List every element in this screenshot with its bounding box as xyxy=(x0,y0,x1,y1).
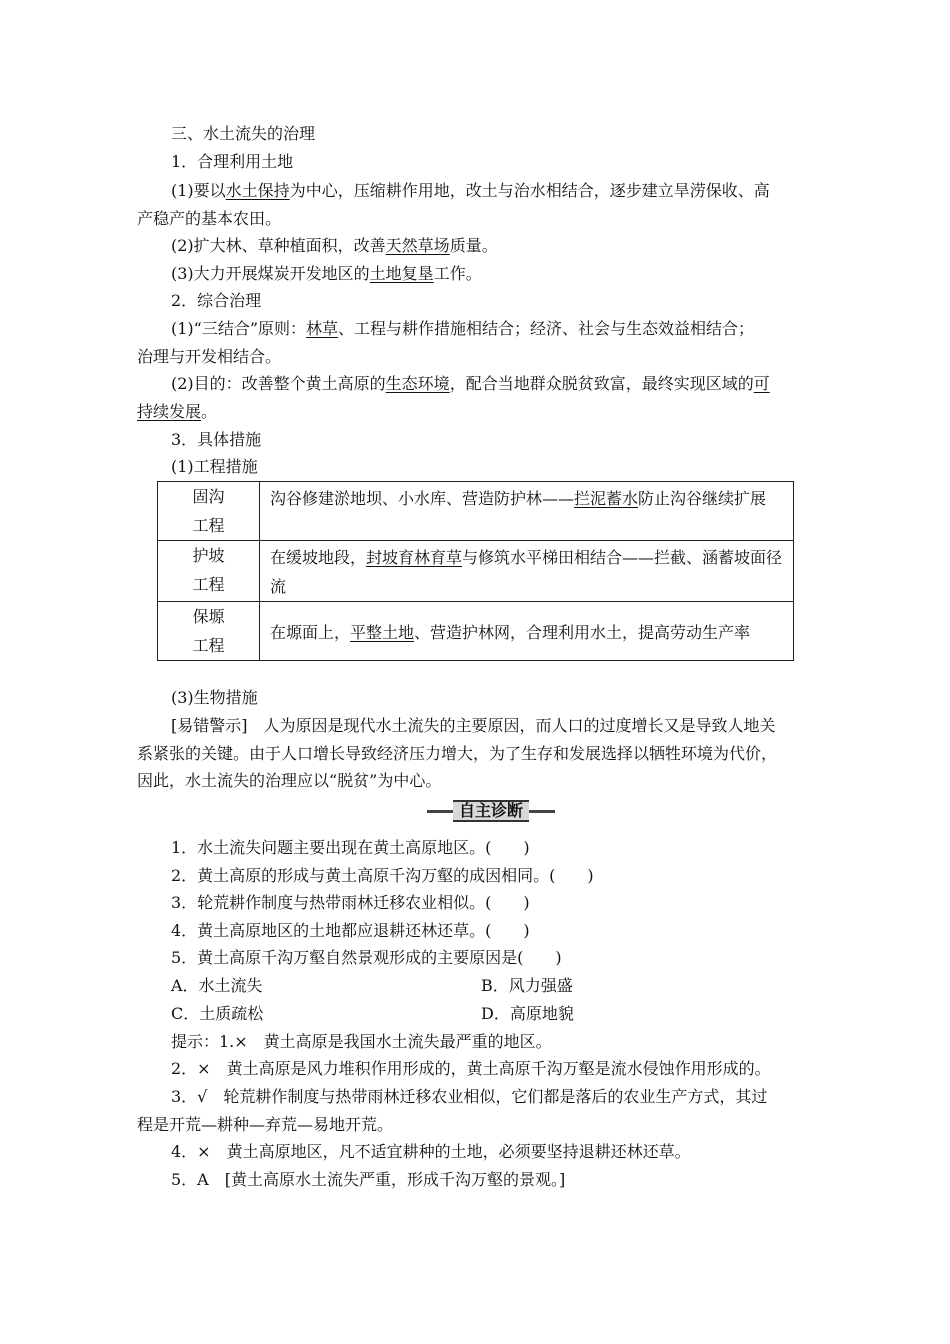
underlined-term: 林草 xyxy=(306,319,339,338)
paragraph-1-2: (2)扩大林、草种植面积，改善天然草场质量。 xyxy=(171,236,498,255)
underlined-term: 平整土地 xyxy=(350,622,415,642)
paragraph-1-1: (1)要以水土保持为中心，压缩耕作用地，改土与治水相结合，逐步建立旱涝保收、高 xyxy=(171,181,770,200)
row-header: 固沟 工程 xyxy=(158,482,260,541)
underlined-term: 持续发展 xyxy=(137,402,202,421)
paragraph-2-1: (1)“三结合”原则：林草、工程与耕作措施相结合；经济、社会与生态效益相结合； xyxy=(171,319,755,338)
underlined-term: 拦泥蓄水 xyxy=(574,489,639,508)
underlined-term: 水土保持 xyxy=(225,181,290,200)
option-d: D．高原地貌 xyxy=(481,1004,574,1023)
self-diagnosis-banner xyxy=(427,800,555,822)
row-header: 保塬 工程 xyxy=(158,602,260,661)
row-content: 在塬面上，平整土地、营造护林网，合理利用水土，提高劳动生产率 xyxy=(260,602,794,661)
option-a: A．水土流失 xyxy=(171,976,263,995)
question-1: 1．水土流失问题主要出现在黄土高原地区。( ) xyxy=(171,838,530,857)
table-row xyxy=(158,541,794,602)
answer-3: 3．√ 轮荒耕作制度与热带雨林迁移农业相似，它们都是落后的农业生产方式，其过 xyxy=(171,1087,768,1106)
subsection-title-2: 2．综合治理 xyxy=(171,291,262,310)
underlined-term: 生态环境 xyxy=(385,374,450,393)
measures-engineering-label: (1)工程措施 xyxy=(171,457,258,476)
row-header: 护坡 工程 xyxy=(158,541,260,602)
paragraph-2-2: (2)目的：改善整个黄土高原的生态环境，配合当地群众脱贫致富，最终实现区域的可 xyxy=(171,374,770,393)
subsection-title-3: 3．具体措施 xyxy=(171,430,262,449)
paragraph-1-1-cont: 产稳产的基本农田。 xyxy=(137,209,282,228)
table-row xyxy=(158,602,794,661)
underlined-term: 可 xyxy=(753,374,770,393)
question-2: 2．黄土高原的形成与黄土高原千沟万壑的成因相同。( ) xyxy=(171,866,594,885)
banner-left-bar xyxy=(427,810,453,813)
warning-line-1: [易错警示] 人为原因是现代水土流失的主要原因，而人口的过度增长又是导致人地关 xyxy=(171,716,776,735)
option-c: C．土质疏松 xyxy=(171,1004,264,1023)
answer-3-cont: 程是开荒—耕种—弃荒—易地开荒。 xyxy=(137,1115,394,1134)
question-5: 5．黄土高原千沟万壑自然景观形成的主要原因是( ) xyxy=(171,948,562,967)
subsection-title-1: 1．合理利用土地 xyxy=(171,152,294,171)
section-title: 三、水土流失的治理 xyxy=(171,124,316,143)
underlined-term: 土地复垦 xyxy=(369,264,434,283)
paragraph-2-2-cont: 持续发展。 xyxy=(137,402,218,421)
warning-line-2: 系紧张的关键。由于人口增长导致经济压力增大，为了生存和发展选择以牺牲环境为代价， xyxy=(137,744,778,763)
answer-2: 2．× 黄土高原是风力堆积作用形成的，黄土高原千沟万壑是流水侵蚀作用形成的。 xyxy=(171,1059,771,1078)
answer-4: 4．× 黄土高原地区，凡不适宜耕种的土地，必须要坚持退耕还林还草。 xyxy=(171,1142,691,1161)
question-4: 4．黄土高原地区的土地都应退耕还林还草。( ) xyxy=(171,921,530,940)
paragraph-2-1-cont: 治理与开发相结合。 xyxy=(137,347,282,366)
answer-1: 提示：1.× 黄土高原是我国水土流失最严重的地区。 xyxy=(171,1032,552,1051)
row-content: 沟谷修建淤地坝、小水库、营造防护林——拦泥蓄水防止沟谷继续扩展 xyxy=(260,482,794,541)
table-row xyxy=(158,482,794,541)
row-content: 在缓坡地段，封坡育林育草与修筑水平梯田相结合——拦截、涵蓄坡面径流 xyxy=(260,541,794,602)
banner-label: 自主诊断 xyxy=(453,800,529,822)
underlined-term: 封坡育林育草 xyxy=(366,548,463,567)
engineering-measures-table xyxy=(157,481,794,661)
measures-biological-label: (3)生物措施 xyxy=(171,688,258,707)
paragraph-1-3: (3)大力开展煤炭开发地区的土地复垦工作。 xyxy=(171,264,482,283)
banner-right-bar xyxy=(529,810,555,813)
warning-line-3: 因此，水土流失的治理应以“脱贫”为中心。 xyxy=(137,771,442,790)
question-3: 3．轮荒耕作制度与热带雨林迁移农业相似。( ) xyxy=(171,893,530,912)
option-b: B．风力强盛 xyxy=(481,976,573,995)
answer-5: 5．A [黄土高原水土流失严重，形成千沟万壑的景观。] xyxy=(171,1170,566,1189)
underlined-term: 天然草场 xyxy=(385,236,450,255)
